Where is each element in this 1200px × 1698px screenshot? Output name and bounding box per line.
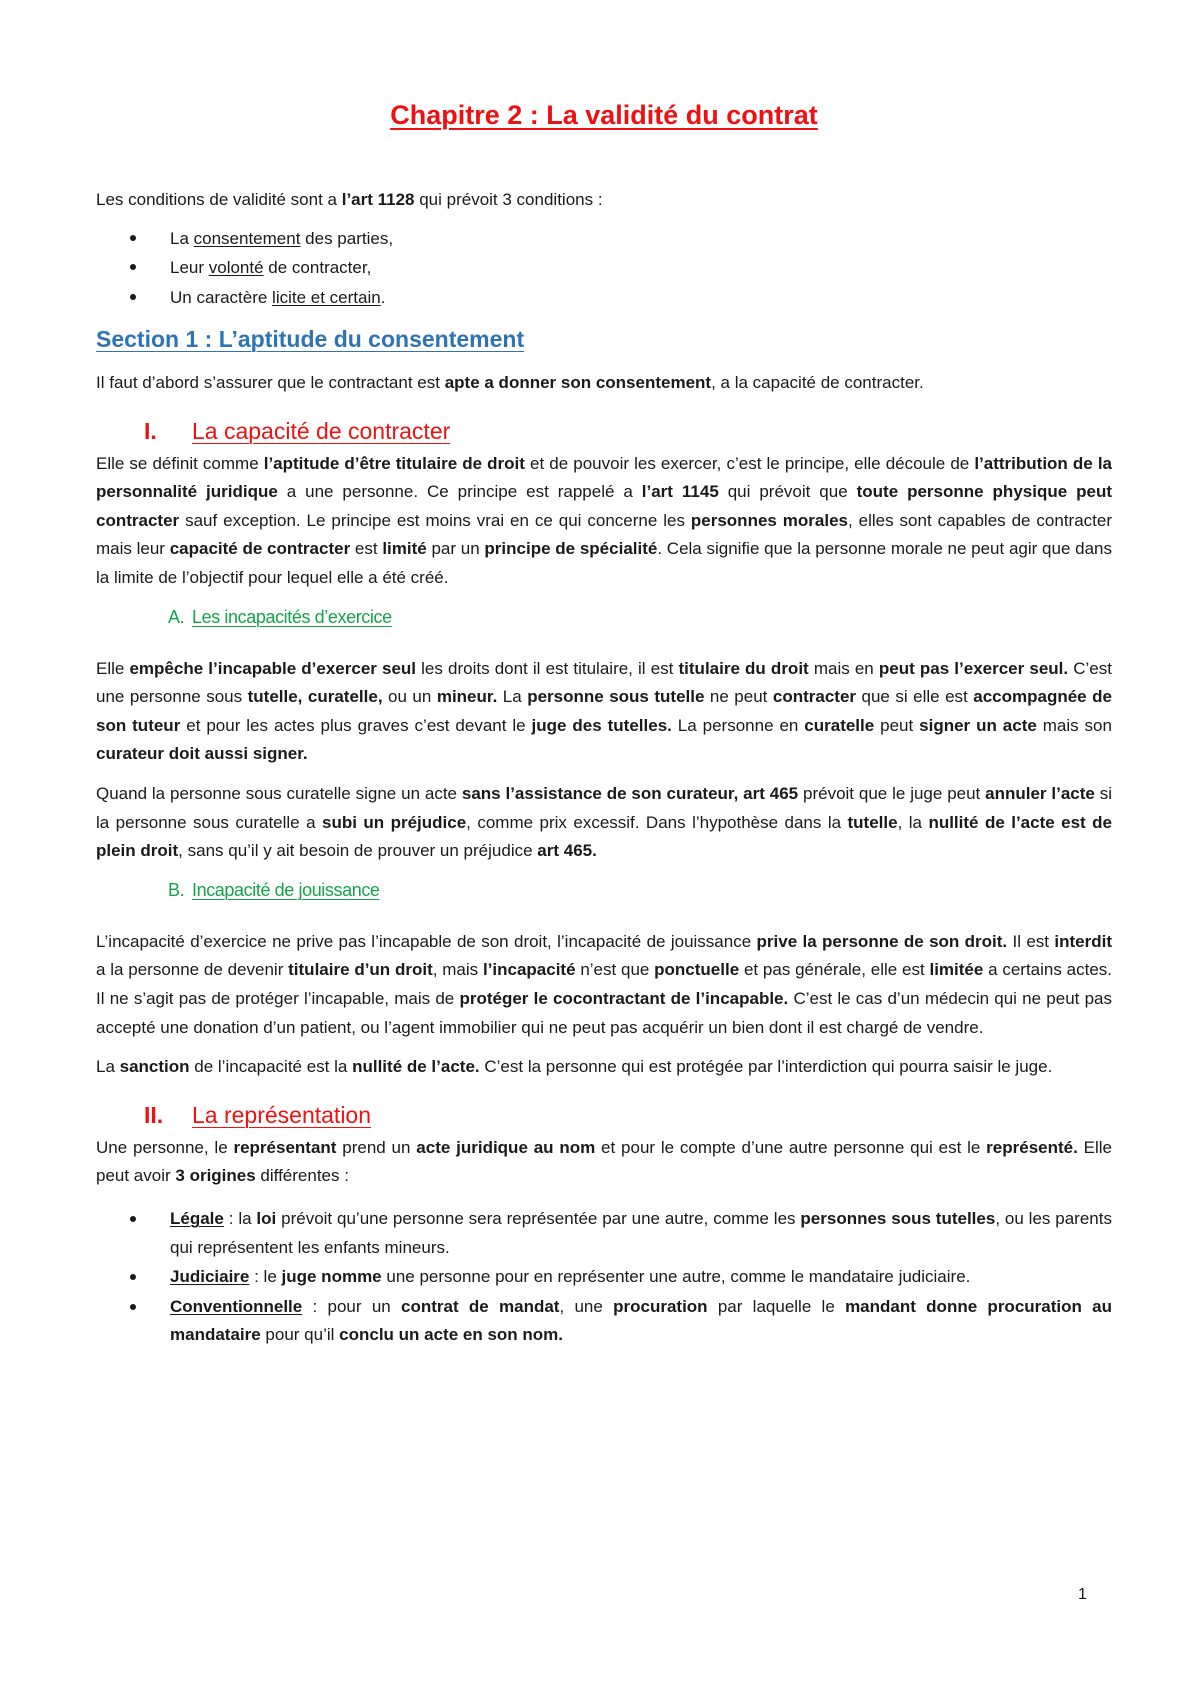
list-item: Un caractère licite et certain. — [96, 283, 1112, 313]
subsection-a-paragraph-2: Quand la personne sous curatelle signe un acte sans l’assistance de son curateur, art 465 prévoit que le juge peut annuler l’acte si la personne sous curatelle a subi un préjudice, comme prix excessif. Dans l’hypothèse dans la tutelle, la nullité de l’acte est de plein droit, sans qu’il y ait besoin de prouver un préjudice art 465. — [96, 784, 1113, 861]
heading-label: La représentation — [192, 1101, 372, 1128]
bullet-icon — [130, 294, 136, 300]
origins-list — [96, 1205, 1112, 1350]
subsection-b-paragraph-1: L’incapacité d’exercice ne prive pas l’incapable de son droit, l’incapacité de jouissance prive la personne de son droit. Il est interdit a la personne de devenir titulaire d’un droit, mais l’incapacité n’est que ponctuelle et pas générale, elle est limitée a certains actes. Il ne s’agit pas de protéger l’incapable, mais de protéger le cocontractant de l’incapable. C’est le cas d’un médecin qui ne peut pas accepté une donation d’un patient, ou l’agent immobilier qui ne peut pas acquérir un bien dont il est chargé de vendre. — [96, 931, 1112, 1037]
part-ii-heading — [96, 1102, 1112, 1134]
bullet-icon — [130, 235, 136, 241]
text: qui prévoit 3 conditions : — [414, 190, 603, 209]
intro-paragraph — [96, 186, 1112, 215]
section-1-heading: Section 1 : L’aptitude du consentement — [96, 326, 525, 353]
heading-number: B. — [168, 879, 185, 900]
text: Les conditions de validité sont a — [96, 190, 342, 209]
heading-label: Incapacité de jouissance — [192, 879, 380, 900]
underlined-text: licite et certain — [272, 287, 381, 307]
subsection-b-paragraph-2: La sanction de l’incapacité est la nullité de l’acte. C’est la personne qui est protégée par l’interdiction qui pourra saisir le juge. — [96, 1057, 1053, 1077]
subsection-a-heading — [96, 607, 1112, 637]
bullet-icon — [130, 1216, 136, 1222]
origin-label: Judiciaire — [170, 1267, 250, 1287]
bullet-icon — [130, 1304, 136, 1310]
subsection-a-paragraph-1: Elle empêche l’incapable d’exercer seul les droits dont il est titulaire, il est titulaire du droit mais en peut pas l’exercer seul. C’est une personne sous tutelle, curatelle, ou un mineur. La personne sous tutelle ne peut contracter que si elle est accompagnée de son tuteur et pour les actes plus graves c’est devant le juge des tutelles. La personne en curatelle peut signer un acte mais son curateur doit aussi signer. — [96, 658, 1112, 764]
conditions-list — [96, 224, 1112, 313]
origin-label: Légale — [170, 1208, 224, 1228]
page-number: 1 — [1078, 1586, 1087, 1603]
list-item: Judiciaire : le juge nomme une personne pour en représenter une autre, comme le mandataire judiciaire. — [96, 1263, 1112, 1292]
list-item: Légale : la loi prévoit qu’une personne sera représentée par une autre, comme les personnes sous tutelles, ou les parents qui représentent les enfants mineurs. — [96, 1205, 1112, 1262]
list-item: Leur volonté de contracter, — [96, 253, 1112, 283]
subsection-b-heading — [96, 880, 1112, 910]
part-ii-paragraph: Une personne, le représentant prend un acte juridique au nom et pour le compte d’une autre personne qui est le représenté. Elle peut avoir 3 origines différentes : — [96, 1137, 1113, 1186]
section-1-paragraph: Il faut d’abord s’assurer que le contractant est apte a donner son consentement, a la capacité de contracter. — [96, 373, 924, 393]
heading-number: A. — [168, 606, 185, 627]
heading-label: La capacité de contracter — [192, 417, 451, 444]
bullet-icon — [130, 264, 136, 270]
underlined-text: consentement — [193, 228, 301, 248]
origin-label: Conventionnelle — [170, 1296, 303, 1316]
list-item: La consentement des parties, — [96, 224, 1112, 254]
chapter-title: Chapitre 2 : La validité du contrat — [390, 100, 818, 130]
document-body — [96, 100, 1112, 1351]
heading-number: II. — [144, 1101, 164, 1128]
heading-number: I. — [144, 417, 157, 444]
part-i-heading — [96, 418, 1112, 450]
bold-text: l’art 1128 — [341, 190, 415, 209]
list-item: Conventionnelle : pour un contrat de mandat, une procuration par laquelle le mandant donne procuration au mandataire pour qu’il conclu un acte en son nom. — [96, 1293, 1112, 1350]
underlined-text: volonté — [208, 258, 264, 278]
bullet-icon — [130, 1274, 136, 1280]
heading-label: Les incapacités d’exercice — [192, 606, 392, 627]
part-i-paragraph: Elle se définit comme l’aptitude d’être titulaire de droit et de pouvoir les exercer, c’est le principe, elle découle de l’attribution de la personnalité juridique a une personne. Ce principe est rappelé a l’art 1145 qui prévoit que toute personne physique peut contracter sauf exception. Le principe est moins vrai en ce qui concerne les personnes morales, elles sont capables de contracter mais leur capacité de contracter est limité par un principe de spécialité. Cela signifie que la personne morale ne peut agir que dans la limite de l’objectif pour lequel elle a été créé. — [96, 453, 1113, 588]
